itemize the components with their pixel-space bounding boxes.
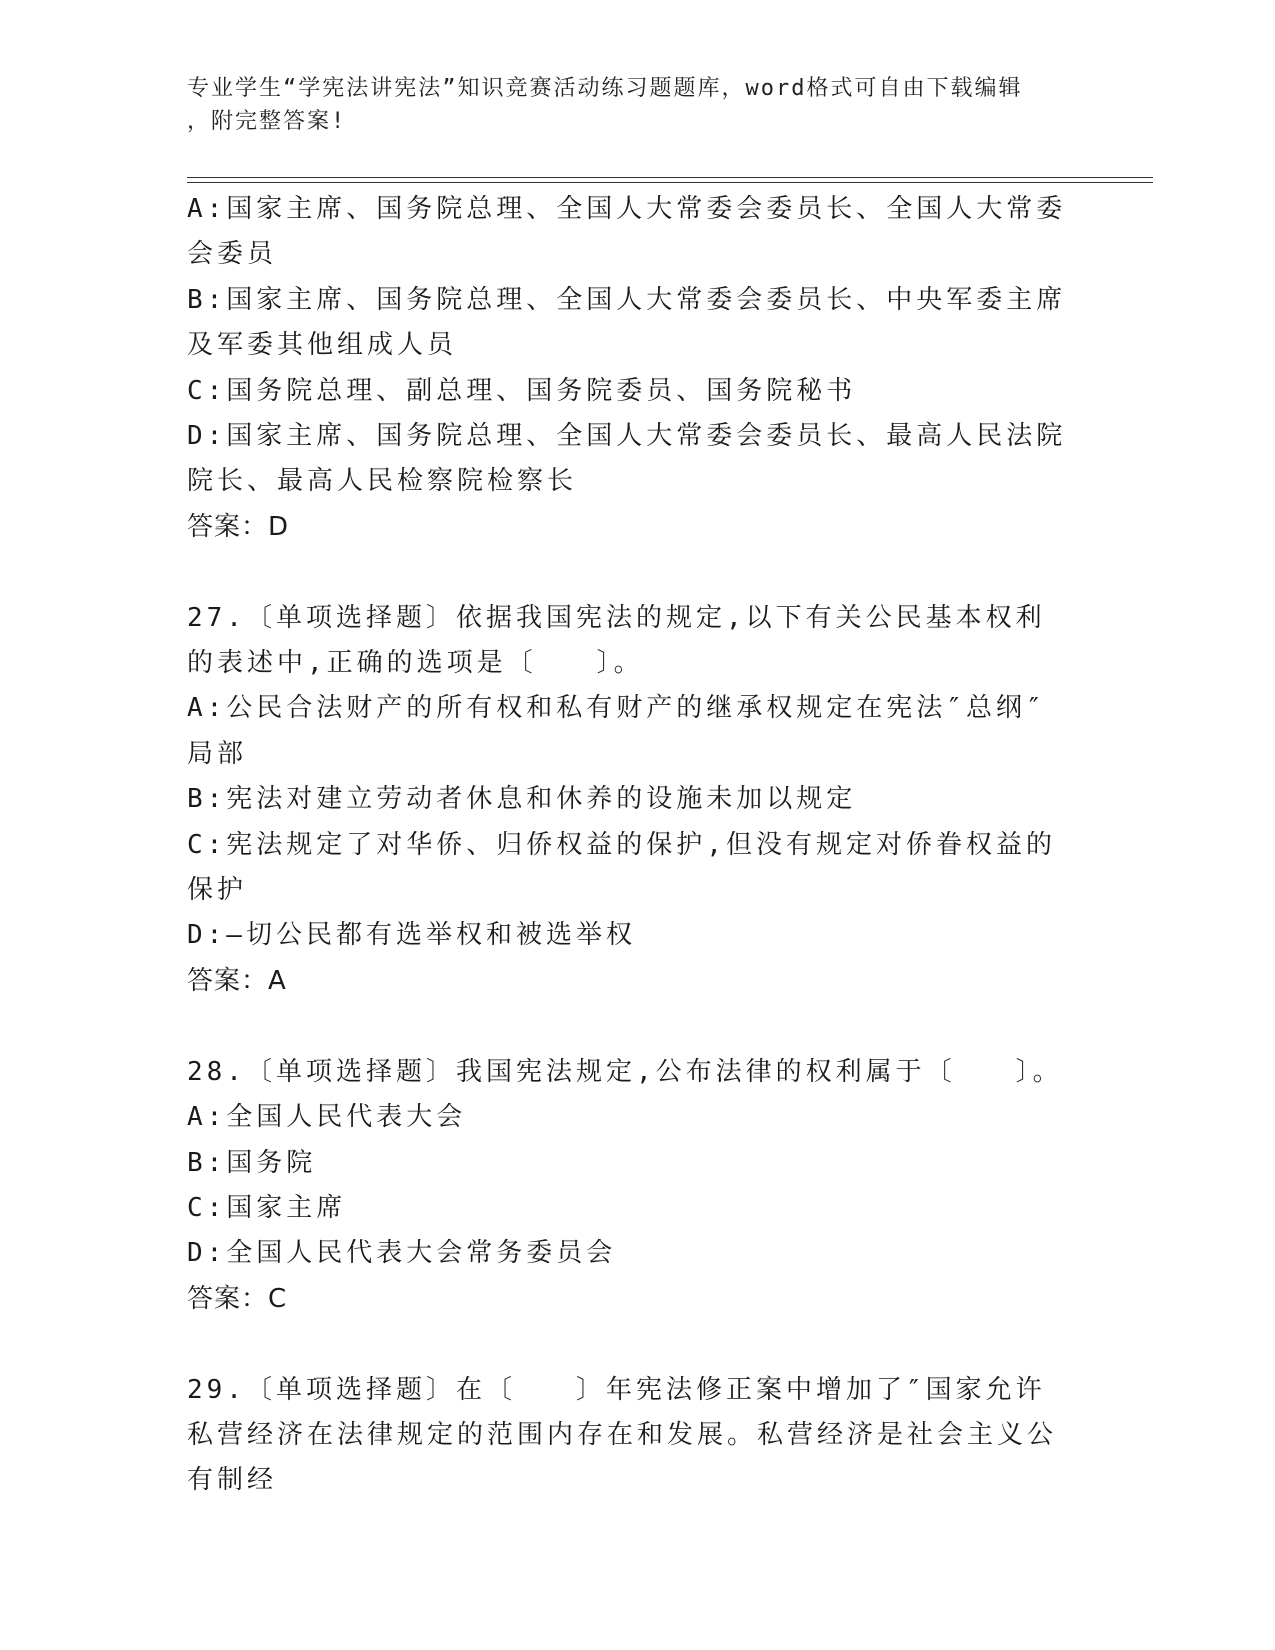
question-28 [187,1050,1067,1322]
document-header [187,72,1067,138]
question-stem: 28.〔单项选择题〕我国宪法规定,公布法律的权利属于〔 〕。 [187,1056,1063,1087]
option-d: D:全国人民代表大会常务委员会 [187,1238,617,1269]
option-a: A:全国人民代表大会 [187,1102,467,1133]
option-c: C:宪法规定了对华侨、归侨权益的保护,但没有规定对侨眷权益的保护 [187,829,1056,906]
header-divider-top [187,177,1153,178]
answer: 答案：D [187,511,290,542]
question-stem: 27.〔单项选择题〕依据我国宪法的规定,以下有关公民基本权利的表述中,正确的选项是〔 〕。 [187,602,1046,679]
option-c: C:国务院总理、副总理、国务院委员、国务院秘书 [187,375,857,406]
question-26-continued [187,187,1067,550]
option-a: A:公民合法财产的所有权和私有财产的继承权规定在宪法″总纲″局部 [187,693,1046,769]
header-divider-bottom [187,182,1153,183]
question-list [187,187,1067,1504]
header-title-line1: 专业学生“学宪法讲宪法”知识竞赛活动练习题题库，word格式可自由下载编辑 [187,76,1023,101]
option-d: D:国家主席、国务院总理、全国人大常委会委员长、最高人民法院院长、最高人民检察院检察长 [187,421,1067,497]
question-stem: 29.〔单项选择题〕在〔 〕年宪法修正案中增加了″国家允许私营经济在法律规定的范围内存在和发展。私营经济是社会主义公有制经 [187,1374,1058,1496]
option-d: D:—切公民都有选举权和被选举权 [187,920,636,951]
question-29 [187,1368,1067,1504]
option-b: B:国务院 [187,1147,317,1178]
option-c: C:国家主席 [187,1192,347,1223]
option-b: B:宪法对建立劳动者休息和休养的设施未加以规定 [187,784,857,815]
answer: 答案：A [187,965,287,996]
option-b: B:国家主席、国务院总理、全国人大常委会委员长、中央军委主席及军委其他组成人员 [187,284,1067,361]
option-a: A:国家主席、国务院总理、全国人大常委会委员长、全国人大常委会委员 [187,194,1067,270]
header-title-line2: ，附完整答案! [187,109,347,134]
question-27 [187,596,1067,1005]
answer: 答案：C [187,1283,288,1314]
